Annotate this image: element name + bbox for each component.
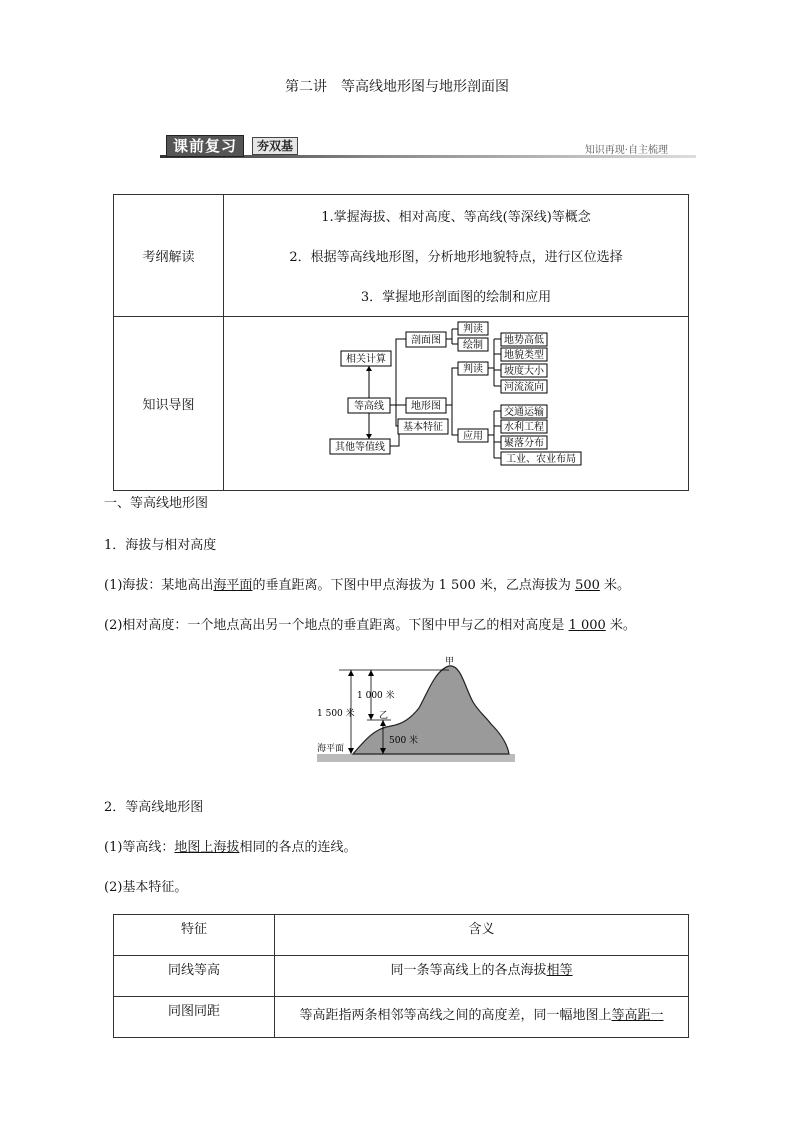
th-meaning (275, 915, 689, 956)
text: (1)海拔：某地高出 (104, 578, 214, 593)
para-contour-def (104, 836, 356, 855)
knowledge-mindmap (224, 318, 688, 490)
node-water-project: 水利工程 (504, 421, 544, 433)
outline-label: 考纲解读 (114, 195, 224, 317)
th-feature-text: 特征 (180, 922, 207, 937)
subheading-contour-map: 2．等高线地形图 (104, 800, 204, 815)
features-table (113, 914, 689, 1038)
row1-feature (114, 956, 275, 997)
para-altitude (104, 574, 630, 593)
page-title: 第二讲 等高线地形图与地形剖面图 (285, 79, 509, 95)
node-read-1: 判读 (463, 323, 483, 335)
altitude-figure (313, 654, 519, 770)
underline-500: 500 (575, 578, 600, 593)
label-1500m: 1 500 米 (317, 709, 355, 719)
underline-equal: 相等 (546, 963, 573, 978)
banner-tag-basics: 夯双基 (252, 137, 298, 155)
outline-line-3: 3．掌握地形剖面图的绘制和应用 (360, 289, 552, 305)
text: 相同的各点的连线。 (239, 840, 357, 855)
banner-subtitle: 知识再现·自主梳理 (584, 145, 668, 156)
ground-strip (317, 754, 515, 762)
outline-table (113, 194, 689, 491)
outline-content (224, 195, 689, 317)
subheading-altitude: 1．海拔与相对高度 (104, 538, 217, 553)
node-other-isolines: 其他等值线 (335, 441, 385, 453)
node-settlement: 聚落分布 (504, 437, 544, 449)
node-river-flow: 河流流向 (504, 381, 544, 393)
node-application: 应用 (463, 430, 483, 442)
row1-feature-text: 同线等高 (167, 963, 220, 978)
para-relative-height (104, 614, 636, 633)
para-basic-features: (2)基本特征。 (104, 880, 188, 895)
section-heading-1: 一、等高线地形图 (104, 496, 209, 511)
th-feature (114, 915, 275, 956)
label-sea-level: 海平面 (317, 744, 345, 754)
outline-line-1: 1.掌握海拔、相对高度、等高线(等深线)等概念 (321, 209, 591, 225)
row1-meaning (275, 956, 689, 997)
th-meaning-text: 含义 (468, 922, 495, 937)
text: (2)相对高度：一个地点高出另一个地点的垂直距离。下图中甲与乙的相对高度是 (104, 618, 569, 633)
node-slope: 坡度大小 (504, 365, 544, 377)
text: 的垂直距离。下图中甲点海拔为 1 500 米，乙点海拔为 (252, 578, 576, 593)
text: 同一条等高线上的各点海拔 (390, 963, 547, 978)
outline-line-2: 2．根据等高线地形图，分析地形地貌特点，进行区位选择 (289, 249, 623, 265)
mountain (353, 666, 509, 754)
mindmap-label: 知识导图 (114, 317, 224, 491)
underline-sea-level: 海平面 (213, 578, 253, 593)
text: 米。 (605, 618, 636, 633)
underline-1000: 1 000 (568, 618, 606, 633)
row2-feature (114, 997, 275, 1038)
node-topomap: 地形图 (411, 400, 441, 412)
text: 米。 (599, 578, 631, 593)
section-banner (160, 133, 696, 160)
label-500m: 500 米 (389, 736, 419, 746)
node-industry-agri: 工业、农业布局 (506, 453, 576, 465)
row2-meaning (275, 997, 689, 1038)
node-terrain-height: 地势高低 (504, 334, 544, 346)
node-read-2: 判读 (463, 363, 483, 375)
banner-tag-review: 课前复习 (166, 135, 244, 157)
node-profile: 剖面图 (411, 334, 441, 346)
row2-feature-text: 同图同距 (167, 1004, 220, 1019)
node-basic-features: 基本特征 (403, 421, 443, 433)
underline-interval: 等高距一 (611, 1008, 664, 1023)
node-draw: 绘制 (463, 339, 483, 351)
underline-map-altitude: 地图上海拔 (174, 840, 240, 855)
label-1000m: 1 000 米 (357, 691, 395, 701)
text: 等高距指两条相邻等高线之间的高度差，同一幅地图上 (299, 1008, 612, 1023)
label-yi: 乙 (379, 711, 389, 721)
node-transport: 交通运输 (504, 406, 544, 418)
mindmap-cell (224, 317, 689, 491)
label-jia: 甲 (445, 657, 455, 667)
node-landform-type: 地貌类型 (504, 349, 544, 361)
node-contour: 等高线 (354, 400, 384, 412)
text: (1)等高线： (104, 840, 175, 855)
node-related-calc: 相关计算 (346, 353, 386, 365)
